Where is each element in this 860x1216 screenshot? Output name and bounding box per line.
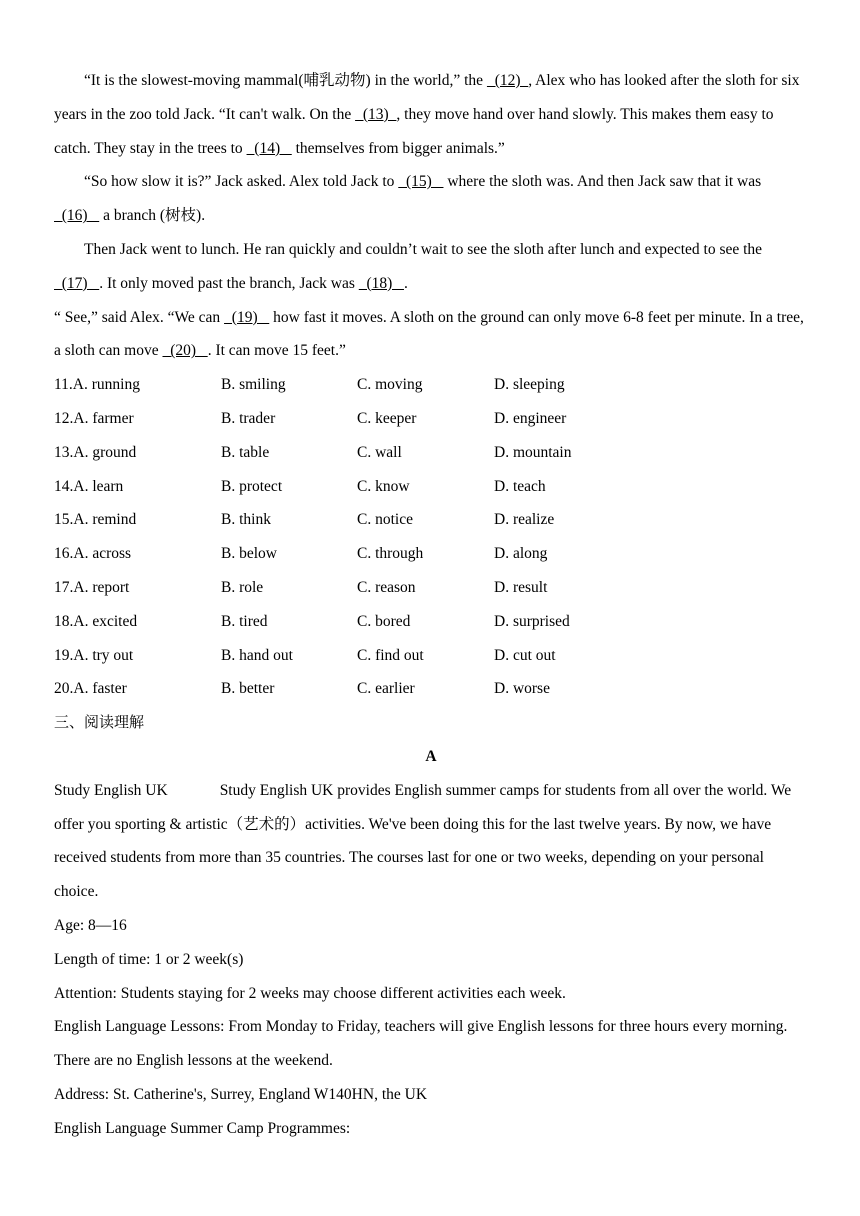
text: a branch (树枝). (99, 207, 206, 225)
option-c: C. reason (357, 578, 416, 596)
option-row-12 (54, 402, 808, 436)
text: “So how slow it is?” Jack asked. Alex told Jack to (84, 173, 399, 191)
reading-attention: Attention: Students staying for 2 weeks may choose different activities each week. (54, 984, 566, 1002)
option-a: 20.A. faster (54, 680, 127, 698)
passage-label: A (425, 747, 437, 765)
option-c: C. notice (357, 511, 413, 529)
text: themselves from bigger animals.” (291, 139, 505, 157)
option-d: D. cut out (494, 646, 556, 664)
option-row-13 (54, 436, 808, 470)
option-c: C. bored (357, 612, 411, 630)
text: Then Jack went to lunch. He ran quickly and couldn’t wait to see the sloth after lunch and expected to see the (84, 240, 763, 258)
option-c: C. wall (357, 443, 402, 461)
option-c: C. earlier (357, 680, 415, 698)
option-d: D. result (494, 578, 548, 596)
option-c: C. know (357, 477, 410, 495)
blank-12: (12) (486, 72, 529, 89)
option-b: B. better (221, 680, 275, 698)
option-row-19 (54, 639, 808, 673)
option-row-20 (54, 672, 808, 706)
option-row-17 (54, 571, 808, 605)
option-a: 13.A. ground (54, 443, 137, 461)
cloze-paragraph-4 (54, 301, 808, 369)
option-d: D. engineer (494, 409, 567, 427)
reading-programmes: English Language Summer Camp Programmes: (54, 1119, 351, 1137)
option-row-11 (54, 368, 808, 402)
option-d: D. realize (494, 511, 555, 529)
option-a: 18.A. excited (54, 612, 138, 630)
blank-15: (15) (398, 173, 444, 191)
option-a: 11.A. running (54, 376, 140, 394)
option-a: 12.A. farmer (54, 409, 134, 427)
option-d: D. worse (494, 680, 550, 698)
text: where the sloth was. And then Jack saw that it was (443, 173, 762, 191)
option-c: C. keeper (357, 409, 417, 427)
option-b: B. protect (221, 477, 283, 495)
text: . (403, 274, 408, 292)
option-b: B. think (221, 511, 271, 529)
option-d: D. surprised (494, 612, 570, 630)
option-a: 17.A. report (54, 578, 130, 596)
option-d: D. mountain (494, 443, 572, 461)
option-d: D. sleeping (494, 376, 565, 394)
text: how fast it moves. A sloth on the ground can only move 6-8 feet per minute. In a tree, a sloth can move (54, 308, 804, 360)
blank-19: (19) (224, 308, 270, 326)
document-content (54, 64, 808, 1146)
reading-lessons: English Language Lessons: From Monday to Friday, teachers will give English lessons for three hours every morning. There are no English lessons at the weekend. (54, 1018, 788, 1070)
option-a: 19.A. try out (54, 646, 134, 664)
reading-age: Age: 8—16 (54, 916, 127, 934)
text: “ See,” said Alex. “We can (54, 308, 225, 326)
text: . It only moved past the branch, Jack was (99, 274, 359, 292)
text: , Alex who has looked after the sloth for six years in the zoo told Jack. “It can't walk. On the (54, 72, 800, 123)
option-row-14 (54, 470, 808, 504)
option-d: D. along (494, 545, 548, 563)
blank-13: (13) (355, 105, 397, 123)
option-c: C. find out (357, 646, 424, 664)
reading-length: Length of time: 1 or 2 week(s) (54, 950, 244, 968)
intro-name: Study English UK (54, 781, 168, 799)
blank-17: (17) (54, 274, 100, 292)
option-c: C. through (357, 545, 424, 563)
text: “It is the slowest-moving mammal(哺乳动物) in the world,” the (84, 72, 487, 89)
option-c: C. moving (357, 376, 423, 394)
option-row-18 (54, 605, 808, 639)
blank-14: (14) (246, 139, 292, 157)
blank-18: (18) (358, 274, 404, 292)
options-list (54, 368, 808, 706)
option-row-16 (54, 537, 808, 571)
option-d: D. teach (494, 477, 546, 495)
blank-16: (16) (54, 207, 100, 225)
reading-intro (54, 774, 808, 909)
option-b: B. below (221, 545, 277, 563)
option-a: 14.A. learn (54, 477, 124, 495)
reading-address: Address: St. Catherine's, Surrey, England W140HN, the UK (54, 1085, 428, 1103)
intro-text: Study English UK provides English summer camps for students from all over the world. We offer you sporting & artistic（艺术的）activities. We've been doing this for the last twelve years. By now, we have received students from more than 35 countries. The courses last for one or two weeks, depending on your personal choice. (54, 781, 792, 901)
blank-20: (20) (162, 342, 208, 360)
cloze-paragraph-1 (54, 64, 808, 165)
option-b: B. role (221, 578, 264, 596)
option-b: B. trader (221, 409, 276, 427)
text: , they move hand over hand slowly. This makes them easy to catch. They stay in the trees to (54, 105, 774, 157)
section-heading: 三、阅读理解 (54, 713, 145, 732)
option-a: 16.A. across (54, 545, 132, 563)
option-b: B. tired (221, 612, 268, 630)
option-a: 15.A. remind (54, 511, 137, 529)
option-b: B. table (221, 443, 270, 461)
option-row-15 (54, 503, 808, 537)
text: . It can move 15 feet.” (207, 342, 346, 360)
option-b: B. hand out (221, 646, 293, 664)
cloze-paragraph-2 (54, 165, 808, 233)
cloze-paragraph-3 (54, 233, 808, 301)
option-b: B. smiling (221, 376, 286, 394)
